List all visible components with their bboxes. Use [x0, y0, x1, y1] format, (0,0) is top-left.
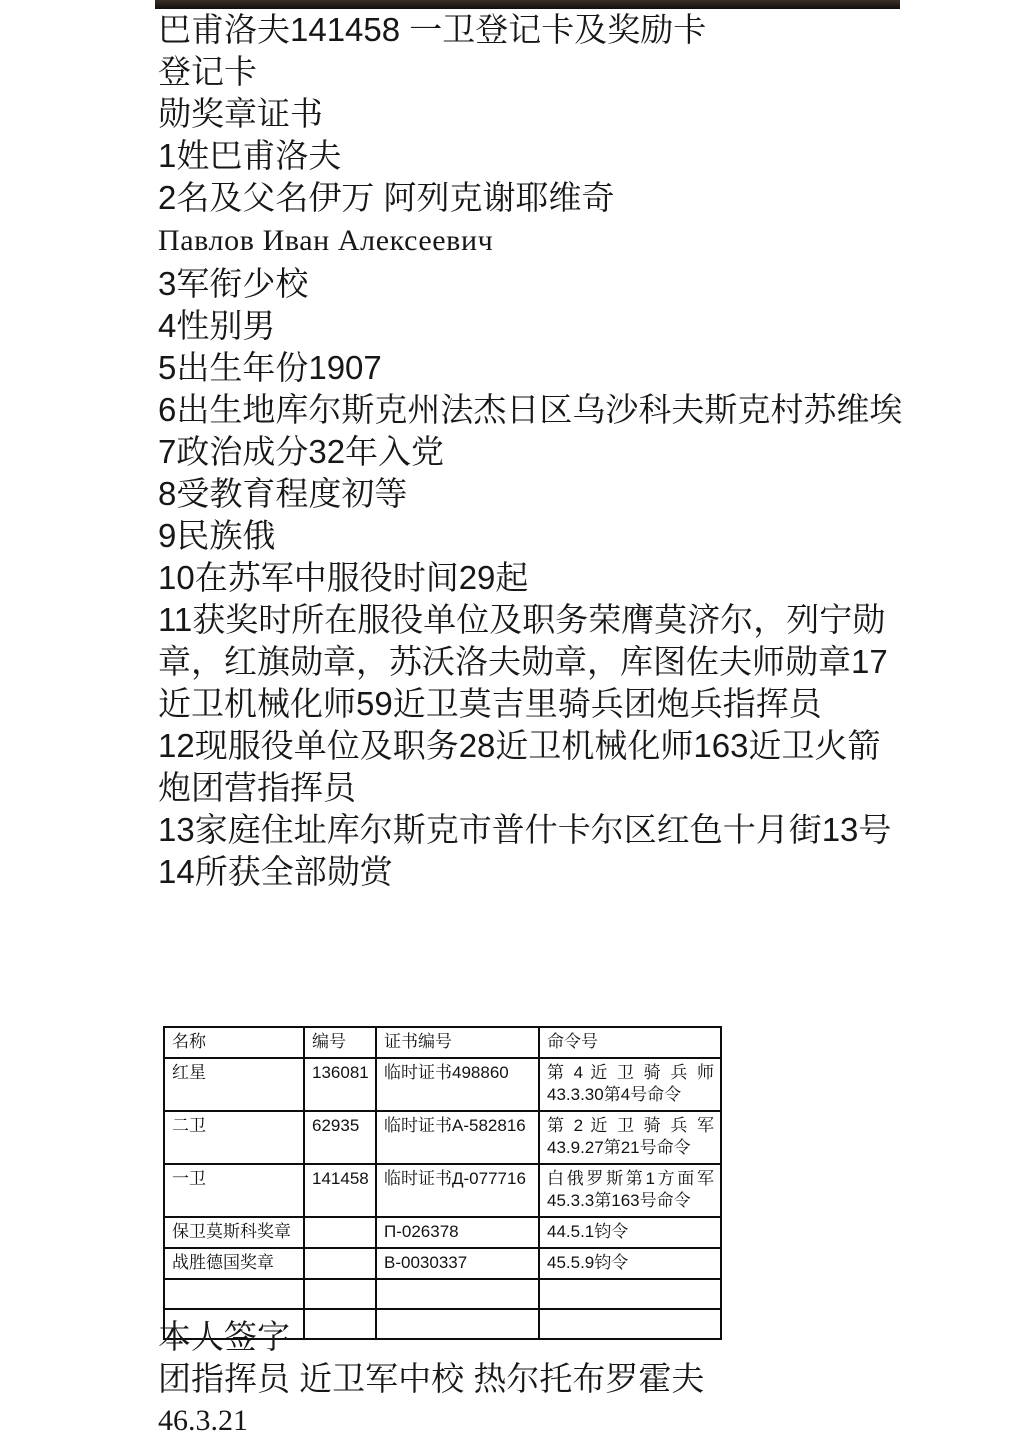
cell-award-name: 二卫	[164, 1111, 304, 1164]
cell-award-name: 红星	[164, 1058, 304, 1111]
cell-award-order	[539, 1058, 721, 1111]
cell-award-name: 保卫莫斯科奖章	[164, 1217, 304, 1248]
field-gender: 4性别男	[158, 307, 276, 344]
column-header-name: 名称	[164, 1027, 304, 1058]
table-row	[164, 1248, 721, 1279]
field-rank: 3军衔少校	[158, 265, 309, 302]
table-row	[164, 1058, 721, 1111]
cell-award-number	[304, 1217, 376, 1248]
order-line-top: 白俄罗斯第1方面军	[547, 1169, 714, 1188]
cell-award-number: 136081	[304, 1058, 376, 1111]
document-footer	[158, 1316, 910, 1442]
cell-award-certificate: П-026378	[376, 1217, 539, 1248]
column-header-number: 编号	[304, 1027, 376, 1058]
table-row	[164, 1111, 721, 1164]
table-row	[164, 1279, 721, 1309]
document-subtitle-registration-card: 登记卡	[158, 53, 257, 90]
field-unit-at-award: 11获奖时所在服役单位及职务荣膺莫济尔，列宁勋章，红旗勋章，苏沃洛夫勋章，库图佐夫师勋章17近卫机械化师59近卫莫吉里骑兵团炮兵指挥员	[158, 601, 888, 722]
cell-award-number: 141458	[304, 1164, 376, 1217]
table-row	[164, 1164, 721, 1217]
order-line-bottom: 43.9.27第21号命令	[547, 1138, 691, 1157]
cell-award-name: 战胜德国奖章	[164, 1248, 304, 1279]
footer-date: 46.3.21	[158, 1404, 248, 1437]
cell-award-order	[539, 1164, 721, 1217]
field-current-unit: 12现服役单位及职务28近卫机械化师163近卫火箭炮团营指挥员	[158, 727, 881, 806]
cell-award-certificate: 临时证书Д-077716	[376, 1164, 539, 1217]
document-subtitle-medal-certificate: 勋奖章证书	[158, 95, 323, 132]
field-nationality: 9民族俄	[158, 517, 276, 554]
footer-commander-line: 团指挥员 近卫军中校 热尔托布罗霍夫	[158, 1360, 705, 1397]
order-line-top: 第 2 近 卫 骑 兵 军	[547, 1116, 714, 1135]
awards-table	[163, 1026, 722, 1340]
field-education: 8受教育程度初等	[158, 475, 408, 512]
cell-award-name: 一卫	[164, 1164, 304, 1217]
cell-award-certificate: 临时证书498860	[376, 1058, 539, 1111]
cell-award-certificate: 临时证书A-582816	[376, 1111, 539, 1164]
column-header-certificate: 证书编号	[376, 1027, 539, 1058]
field-surname: 1姓巴甫洛夫	[158, 137, 342, 174]
cell-award-number: 62935	[304, 1111, 376, 1164]
cyrillic-full-name: Павлов Иван Алексеевич	[158, 224, 494, 257]
awards-table-container	[163, 1026, 720, 1340]
cell-award-name	[164, 1279, 304, 1309]
document-title: 巴甫洛夫141458 一卫登记卡及奖励卡	[158, 11, 707, 48]
field-birthplace: 6出生地库尔斯克州法杰日区乌沙科夫斯克村苏维埃	[158, 391, 903, 428]
field-home-address: 13家庭住址库尔斯克市普什卡尔区红色十月街13号	[158, 811, 892, 848]
field-awards-heading: 14所获全部勋赏	[158, 853, 393, 890]
field-given-patronymic: 2名及父名伊万 阿列克谢耶维奇	[158, 179, 615, 216]
column-header-order: 命令号	[539, 1027, 721, 1058]
field-political-affiliation: 7政治成分32年入党	[158, 433, 445, 470]
cell-award-order: 45.5.9钧令	[539, 1248, 721, 1279]
table-header-row	[164, 1027, 721, 1058]
cell-award-order	[539, 1279, 721, 1309]
cell-award-order	[539, 1111, 721, 1164]
document-body	[158, 9, 910, 893]
field-service-start: 10在苏军中服役时间29起	[158, 559, 529, 596]
cell-award-certificate: B-0030337	[376, 1248, 539, 1279]
cell-award-number	[304, 1248, 376, 1279]
order-line-bottom: 45.3.3第163号命令	[547, 1191, 691, 1210]
scan-edge-bar	[155, 0, 900, 9]
cell-award-certificate	[376, 1279, 539, 1309]
order-line-top: 第 4 近 卫 骑 兵 师	[547, 1063, 714, 1082]
footer-signature-label: 本人签字	[158, 1318, 290, 1355]
field-birth-year: 5出生年份1907	[158, 349, 382, 386]
cell-award-number	[304, 1279, 376, 1309]
order-line-bottom: 43.3.30第4号命令	[547, 1085, 682, 1104]
cell-award-order: 44.5.1钧令	[539, 1217, 721, 1248]
table-row	[164, 1217, 721, 1248]
